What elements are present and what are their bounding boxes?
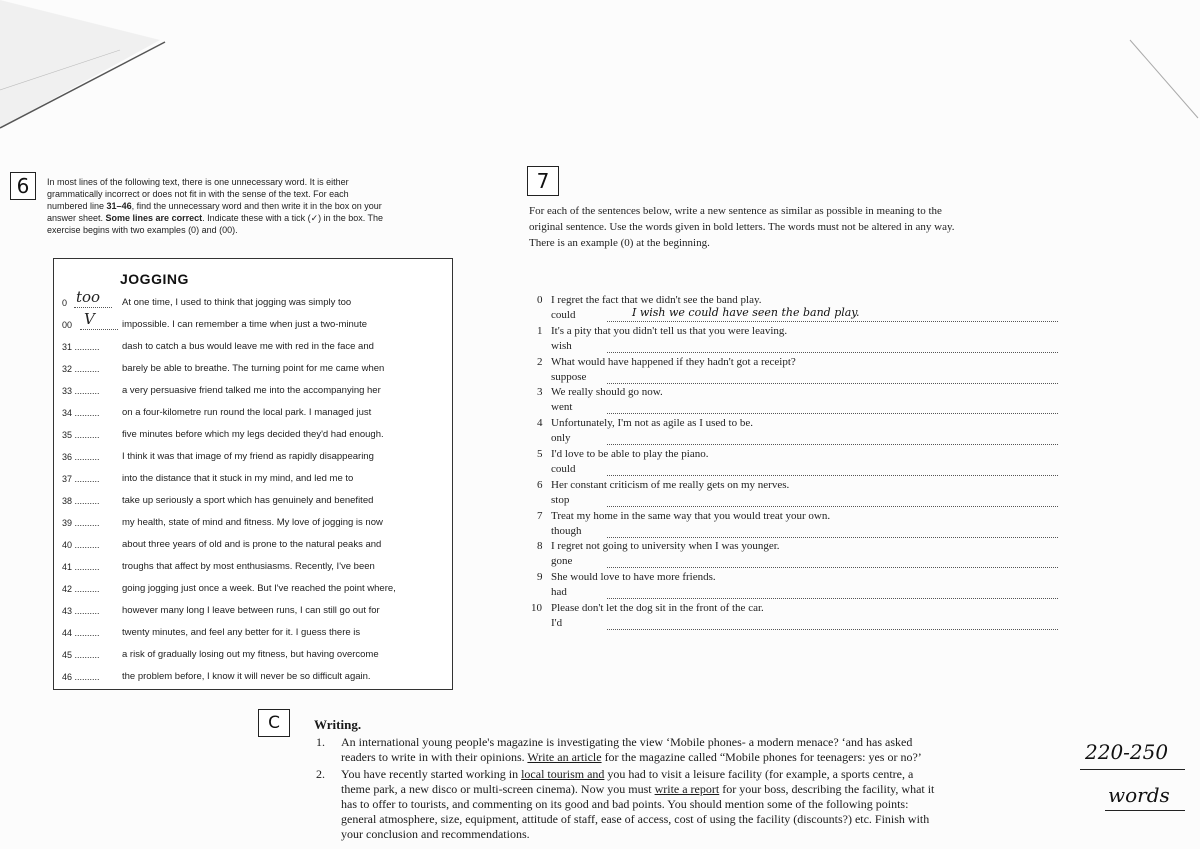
line-text: I think it was that image of my friend as rapidly disappearing	[122, 451, 374, 462]
item-keyword: wish	[551, 339, 572, 352]
jogging-line	[62, 450, 442, 464]
line-text: five minutes before which my legs decided they'd had enough.	[122, 429, 384, 440]
exercise-7-instructions-line-3: There is an example (0) at the beginning.	[529, 237, 710, 249]
line-text: about three years of old and is prone to the natural peaks and	[122, 539, 382, 550]
handwritten-underline-2	[1105, 810, 1185, 811]
item-sentence: Unfortunately, I'm not as agile as I used to be.	[551, 417, 753, 430]
answer-line[interactable]	[607, 383, 1058, 384]
jogging-line	[62, 604, 442, 618]
line-number: 44 ..........	[62, 628, 100, 638]
line-number: 35 ..........	[62, 430, 100, 440]
instructions-line: exercise begins with two examples (0) and (00).	[47, 225, 238, 235]
instructions-line: grammatically incorrect or does not fit in with the sense of the text. For each	[47, 189, 349, 199]
item-sentence: It's a pity that you didn't tell us that you were leaving.	[551, 324, 788, 337]
writing-heading: Writing.	[314, 717, 362, 732]
line-number: 32 ..........	[62, 364, 100, 374]
answer-line[interactable]	[607, 629, 1058, 630]
answer-line[interactable]	[607, 321, 1058, 322]
item-keyword: had	[551, 586, 567, 599]
answer-dots	[74, 307, 112, 308]
handwritten-answer: I wish we could have seen the band play.	[632, 306, 860, 319]
line-number: 37 ..........	[62, 474, 100, 484]
jogging-line	[62, 582, 442, 596]
line-text: troughs that affect by most enthusiasms. Recently, I've been	[122, 561, 375, 572]
jogging-line	[62, 538, 442, 552]
answer-line[interactable]	[607, 567, 1058, 568]
page-fold-shadow	[0, 0, 200, 130]
jogging-line	[62, 288, 442, 310]
item-sentence: I'd love to be able to play the piano.	[551, 448, 709, 460]
item-number: 6	[537, 478, 543, 491]
line-number: 41 ..........	[62, 562, 100, 572]
jogging-line	[62, 362, 442, 376]
jogging-line	[62, 310, 442, 332]
line-text: twenty minutes, and feel any better for it. I guess there is	[122, 627, 361, 638]
line-text: however many long I leave between runs, I can still go out for	[122, 605, 380, 616]
exercise-7-instructions-line-1: For each of the sentences below, write a new sentence as similar as possible in meaning to the	[529, 205, 942, 217]
page-edge-mark	[1100, 30, 1200, 120]
answer-line[interactable]	[607, 506, 1058, 507]
item-sentence: What would have happened if they hadn't got a receipt?	[551, 355, 796, 368]
exercise-6-number-box: 6	[10, 172, 36, 200]
jogging-line	[62, 384, 442, 398]
answer-line[interactable]	[607, 598, 1058, 599]
item-sentence: I regret the fact that we didn't see the band play.	[551, 294, 762, 306]
handwritten-underline	[1080, 769, 1185, 770]
line-number: 31 ..........	[62, 342, 100, 352]
line-number: 45 ..........	[62, 650, 100, 660]
line-number: 43 ..........	[62, 606, 100, 616]
jogging-line	[62, 428, 442, 442]
item-keyword: stop	[551, 493, 570, 506]
handwritten-answer: too	[76, 288, 101, 306]
item-number: 7	[537, 509, 543, 522]
jogging-line	[62, 494, 442, 508]
item-number: 10	[531, 602, 542, 614]
task-1-line-2: readers to write in with their opinions. Write an article for the magazine called “Mobile phones for teenagers: yes or no?’	[341, 750, 922, 764]
answer-dots	[80, 329, 118, 330]
line-number: 34 ..........	[62, 408, 100, 418]
instructions-line: In most lines of the following text, there is one unnecessary word. It is either	[47, 177, 349, 187]
item-number: 2	[537, 355, 543, 368]
item-number: 9	[537, 571, 543, 584]
answer-line[interactable]	[607, 352, 1058, 353]
exercise-7-instructions-line-2: original sentence. Use the words given in bold letters. The words must not be altered in any way.	[529, 221, 955, 233]
answer-line[interactable]	[607, 537, 1058, 538]
task-2-line-1: You have recently started working in local tourism and you had to visit a leisure facility (for example, a sports centre, a	[341, 767, 914, 781]
jogging-line	[62, 670, 442, 684]
item-number: 1	[537, 324, 543, 337]
item-keyword: could	[551, 463, 576, 475]
exercise-7-number-box: 7	[527, 166, 559, 196]
handwritten-words-label: words	[1108, 783, 1170, 807]
jogging-line	[62, 472, 442, 486]
line-number: 42 ..........	[62, 584, 100, 594]
item-sentence: We really should go now.	[551, 386, 663, 399]
item-number: 8	[537, 540, 543, 553]
line-text: At one time, I used to think that jogging was simply too	[122, 297, 352, 308]
writing-section-box: C	[258, 709, 290, 737]
instructions-line: numbered line 31–46, find the unnecessary word and then write it in the box on your	[47, 201, 382, 211]
line-number: 40 ..........	[62, 540, 100, 550]
task-1-line-1: An international young people's magazine is investigating the view ‘Mobile phones- a modern menace? ‘and has asked	[341, 735, 913, 749]
jogging-line	[62, 560, 442, 574]
line-number: 38 ..........	[62, 496, 100, 506]
item-keyword: could	[551, 309, 576, 321]
item-sentence: Her constant criticism of me really gets on my nerves.	[551, 478, 790, 491]
answer-line[interactable]	[607, 475, 1058, 476]
exercise-6-instructions	[47, 176, 457, 236]
line-text: my health, state of mind and fitness. My love of jogging is now	[122, 517, 383, 528]
jogging-line	[62, 648, 442, 662]
line-text: dash to catch a bus would leave me with red in the face and	[122, 341, 374, 352]
handwritten-word-count: 220-250	[1085, 740, 1169, 764]
jogging-title: JOGGING	[120, 271, 189, 287]
item-number: 4	[537, 417, 543, 430]
task-2-line-2: theme park, a new disco or multi-screen cinema). Now you must write a report for your boss, describing the facility, what it	[341, 782, 935, 796]
handwritten-answer: V	[84, 310, 95, 328]
task-1-number: 1.	[316, 735, 325, 749]
jogging-line	[62, 626, 442, 640]
item-number: 5	[537, 448, 543, 460]
item-number: 3	[537, 386, 543, 399]
line-number: 39 ..........	[62, 518, 100, 528]
jogging-line	[62, 406, 442, 420]
item-sentence: I regret not going to university when I was younger.	[551, 540, 780, 553]
instructions-line: answer sheet. Some lines are correct. Indicate these with a tick (✓) in the box. The	[47, 213, 384, 223]
item-keyword: though	[551, 524, 582, 537]
line-text: a very persuasive friend talked me into the accompanying her	[122, 385, 381, 396]
item-keyword: I'd	[551, 617, 563, 629]
task-2-line-4: general atmosphere, size, equipment, attitude of staff, ease of access, cost of using the facility (discounts?) etc. Finish with	[341, 812, 930, 826]
item-keyword: suppose	[551, 370, 587, 383]
line-text: impossible. I can remember a time when just a two-minute	[122, 319, 367, 330]
item-sentence: Treat my home in the same way that you would treat your own.	[551, 509, 831, 522]
line-text: on a four-kilometre run round the local park. I managed just	[122, 407, 372, 418]
item-keyword: gone	[551, 555, 573, 568]
line-text: the problem before, I know it will never be so difficult again.	[122, 671, 371, 682]
line-number: 00	[62, 320, 73, 330]
jogging-line	[62, 516, 442, 530]
line-text: going jogging just once a week. But I've reached the point where,	[122, 583, 396, 594]
line-number: 36 ..........	[62, 452, 100, 462]
jogging-line	[62, 340, 442, 354]
line-text: a risk of gradually losing out my fitness, but having overcome	[122, 649, 379, 660]
line-number: 46 ..........	[62, 672, 100, 682]
answer-line[interactable]	[607, 444, 1058, 445]
task-2-line-5: your conclusion and recommendations.	[341, 827, 530, 841]
line-text: barely be able to breathe. The turning point for me came when	[122, 363, 385, 374]
item-sentence: She would love to have more friends.	[551, 571, 716, 584]
item-keyword: only	[551, 432, 571, 445]
line-number: 0	[62, 298, 68, 308]
line-text: into the distance that it stuck in my mind, and led me to	[122, 473, 354, 484]
task-2-line-3: has to offer to tourists, and commenting on its good and bad points. You should mention some of the following points:	[341, 797, 909, 811]
task-2-number: 2.	[316, 767, 325, 781]
line-number: 33 ..........	[62, 386, 100, 396]
item-sentence: Please don't let the dog sit in the front of the car.	[551, 602, 764, 614]
item-keyword: went	[551, 401, 573, 414]
line-text: take up seriously a sport which has genuinely and benefited	[122, 495, 374, 506]
answer-line[interactable]	[607, 413, 1058, 414]
item-number: 0	[537, 294, 543, 306]
